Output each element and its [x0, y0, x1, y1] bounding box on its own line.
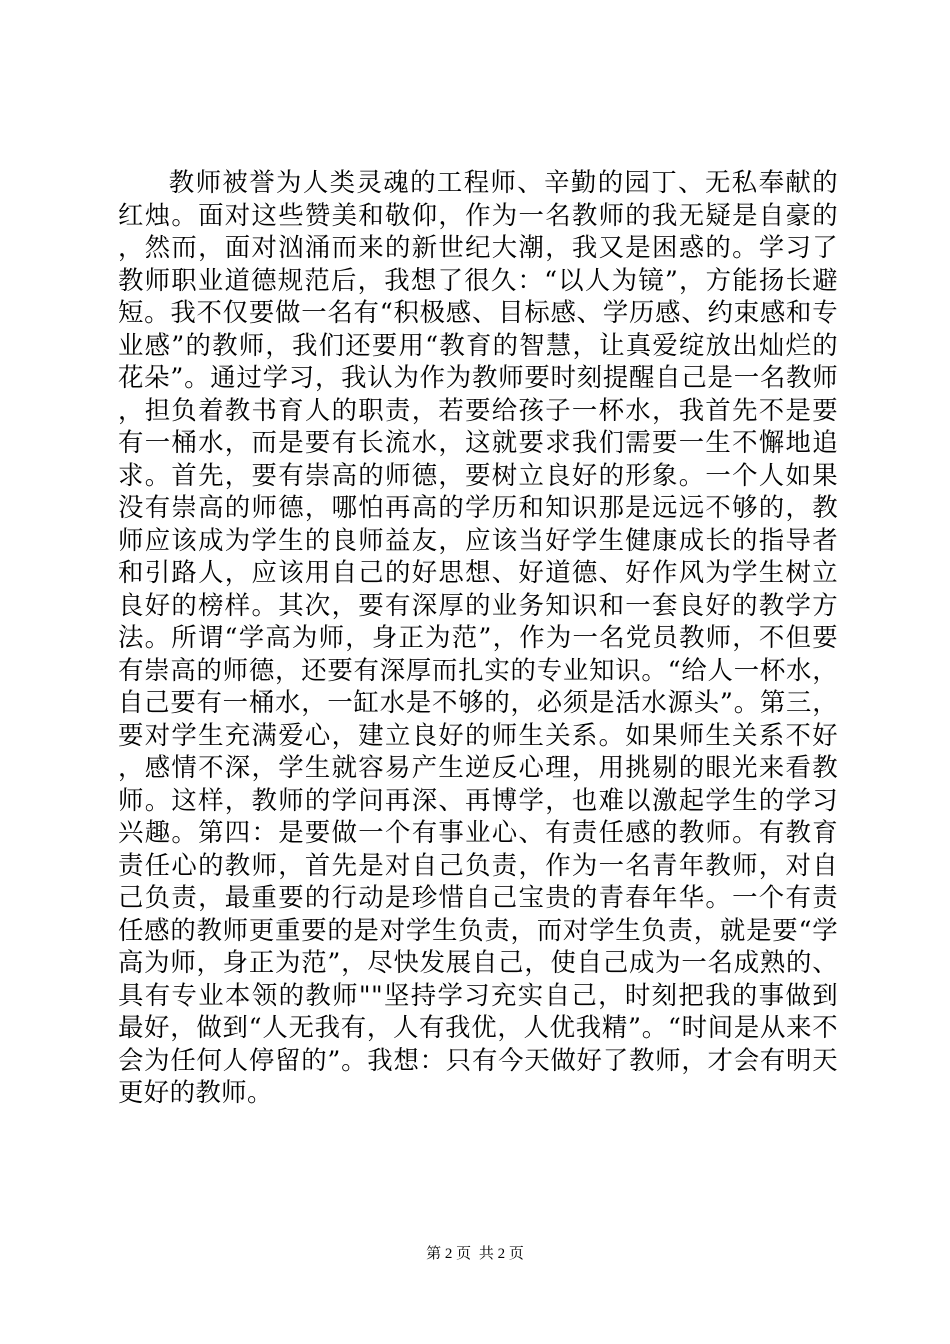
page-number: 第 2 页 [426, 1246, 472, 1262]
page-footer [0, 1244, 950, 1264]
page-total: 共 2 页 [478, 1246, 524, 1262]
body-paragraph: 教师被誉为人类灵魂的工程师、辛勤的园丁、无私奉献的红烛。面对这些赞美和敬仰，作为一名教师的我无疑是自豪的，然而，面对汹涌而来的新世纪大潮，我又是困惑的。学习了教师职业道德规范后，我想了很久：“以人为镜”，方能扬长避短。我不仅要做一名有“积极感、目标感、学历感、约束感和专业感”的教师，我们还要用“教育的智慧，让真爱绽放出灿烂的花朵”。通过学习，我认为作为教师要时刻提醒自己是一名教师，担负着教书育人的职责，若要给孩子一杯水，我首先不是要有一桶水，而是要有长流水，这就要求我们需要一生不懈地追求。首先，要有崇高的师德，要树立良好的形象。一个人如果没有崇高的师德，哪怕再高的学历和知识那是远远不够的，教师应该成为学生的良师益友，应该当好学生健康成长的指导者和引路人，应该用自己的好思想、好道德、好作风为学生树立良好的榜样。其次，要有深厚的业务知识和一套良好的教学方法。所谓“学高为师，身正为范”，作为一名党员教师，不但要有崇高的师德，还要有深厚而扎实的专业知识。“给人一杯水，自己要有一桶水，一缸水是不够的，必须是活水源头”。第三，要对学生充满爱心，建立良好的师生关系。如果师生关系不好，感情不深，学生就容易产生逆反心理，用挑剔的眼光来看教师。这样，教师的学问再深、再博学，也难以激起学生的学习兴趣。第四：是要做一个有事业心、有责任感的教师。有教育责任心的教师，首先是对自己负责，作为一名青年教师，对自己负责，最重要的行动是珍惜自己宝贵的青春年华。一个有责任感的教师更重要的是对学生负责，而对学生负责，就是要“学高为师，身正为范”，尽快发展自己，使自己成为一名成熟的、具有专业本领的教师""坚持学习充实自己，时刻把我的事做到最好，做到“人无我有，人有我优，人优我精”。“时间是从来不会为任何人停留的”。我想：只有今天做好了教师，才会有明天更好的教师。 [118, 167, 838, 1107]
